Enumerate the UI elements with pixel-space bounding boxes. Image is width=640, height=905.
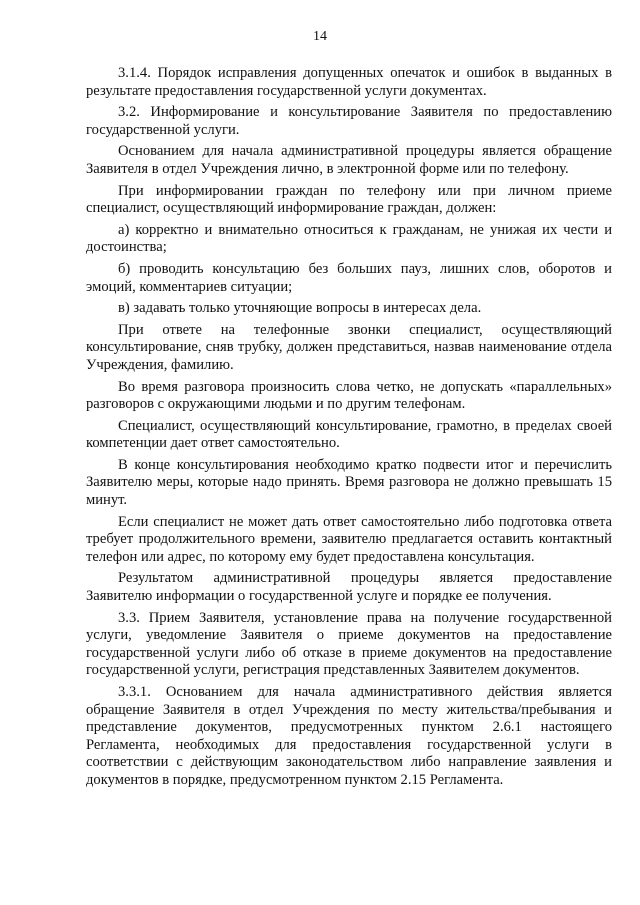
page-number: 14 — [313, 29, 327, 44]
paragraph-informing-duties: При информировании граждан по телефону или при личном приеме специалист, осуществляющий информирование граждан, должен: — [86, 182, 612, 217]
paragraph-phone-answer: При ответе на телефонные звонки специалист, осуществляющий консультирование, сняв трубку, должен представиться, назвав наименование отдела Учреждения, фамилию. — [86, 321, 612, 373]
list-item-c: в) задавать только уточняющие вопросы в интересах дела. — [118, 300, 482, 317]
list-item-a: а) корректно и внимательно относиться к гражданам, не унижая их чести и достоинства; — [86, 221, 612, 256]
paragraph-competence: Специалист, осуществляющий консультирование, грамотно, в пределах своей компетенции дает ответ самостоятельно. — [86, 417, 612, 452]
paragraph-summary: В конце консультирования необходимо кратко подвести итог и перечислить Заявителю меры, которые надо принять. Время разговора не должно превышать 15 минут. — [86, 456, 612, 509]
paragraph-conversation: Во время разговора произносить слова четко, не допускать «параллельных» разговоров с окружающими людьми и по другим телефонам. — [86, 378, 612, 413]
paragraph-3-1-4: 3.1.4. Порядок исправления допущенных опечаток и ошибок в выданных в результате предоставления государственной услуги документах. — [86, 65, 612, 99]
paragraph-callback: Если специалист не может дать ответ самостоятельно либо подготовка ответа требует продолжительного времени, заявителю предлагается оставить контактный телефон или адрес, по которому ему будет предоставлена консультация. — [86, 513, 612, 565]
document-body — [86, 65, 612, 794]
paragraph-3-3: 3.3. Прием Заявителя, установление права на получение государственной услуги, уведомление Заявителя о приеме документов на предоставление государственной услуги либо об отказе в приеме документов на предоставление государственной услуги, регистрация представленных Заявителем документов. — [86, 609, 612, 679]
paragraph-result: Результатом административной процедуры является предоставление Заявителю информации о государственной услуге и порядке ее получения. — [86, 570, 612, 605]
paragraph-procedure-basis: Основанием для начала административной процедуры является обращение Заявителя в отдел Учреждения лично, в электронной форме или по телефону. — [86, 143, 612, 177]
paragraph-3-2: 3.2. Информирование и консультирование Заявителя по предоставлению государственной услуги. — [86, 104, 612, 138]
paragraph-3-3-1: 3.3.1. Основанием для начала административного действия является обращение Заявителя в отдел Учреждения по месту жительства/пребывания и представление документов, предусмотренных пунктом 2.6.1 настоящего Регламента, необходимых для предоставления государственной услуги в соответствии с действующим законодательством либо направление заявления и документов в порядке, предусмотренном пунктом 2.15 Регламента. — [86, 684, 612, 788]
list-item-b: б) проводить консультацию без больших пауз, лишних слов, оборотов и эмоций, комментариев ситуации; — [86, 260, 612, 295]
